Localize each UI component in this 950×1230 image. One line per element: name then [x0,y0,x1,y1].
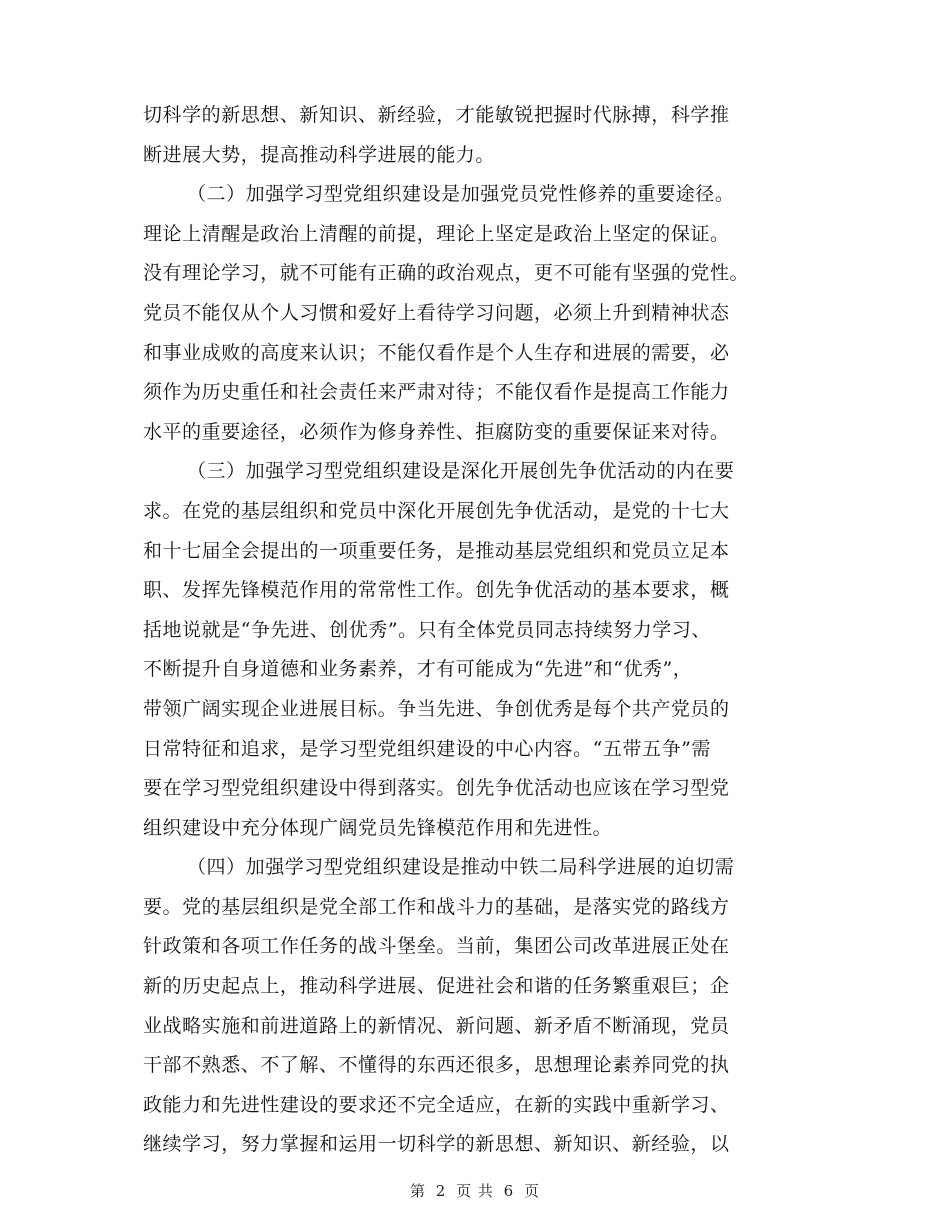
text-line: 水平的重要途径，必须作为修身养性、拒腐防变的重要保证来对待。 [143,420,730,443]
text-line: 切科学的新思想、新知识、新经验，才能敏锐把握时代脉搏，科学推 [143,104,730,126]
text-line: 断进展大势，提高推动科学进展的能力。 [143,143,495,166]
footer-prefix: 第 [409,1182,426,1200]
text-line: （四）加强学习型党组织建设是推动中铁二局科学进展的迫切需 [187,856,735,879]
text-line: 求。在党的基层组织和党员中深化开展创先争优活动，是党的十七大 [143,499,730,522]
text-line: 须作为历史重任和社会责任来严肃对待；不能仅看作是提高工作能力 [143,381,730,404]
text-line: （二）加强学习型党组织建设是加强党员党性修养的重要途径。 [187,183,735,206]
text-line: 括地说就是“争先进、创优秀”。只有全体党员同志持续努力学习、 [143,618,711,641]
text-line: 和十七届全会提出的一项重要任务，是推动基层党组织和党员立足本 [143,539,730,562]
text-line: （三）加强学习型党组织建设是深化开展创先争优活动的内在要 [187,460,735,483]
text-line: 新的历史起点上，推动科学进展、促进社会和谐的任务繁重艰巨；企 [143,975,730,998]
text-line: 要。党的基层组织是党全部工作和战斗力的基础，是落实党的路线方 [143,895,730,918]
footer-suffix: 页 [524,1182,541,1200]
text-line: 职、发挥先锋模范作用的常常性工作。创先争优活动的基本要求，概 [143,579,730,602]
text-line: 政能力和先进性建设的要求还不完全适应，在新的实践中重新学习、 [143,1093,730,1116]
page-footer [0,1182,950,1200]
paragraph-1 [143,96,803,175]
text-line: 针政策和各项工作任务的战斗堡垒。当前，集团公司改革进展正处在 [143,935,730,958]
footer-total-pages: 6 [503,1182,515,1200]
text-line: 继续学习，努力掌握和运用一切科学的新思想、新知识、新经验，以 [143,1133,730,1156]
footer-middle: 页 共 [456,1182,494,1200]
text-line: 没有理论学习，就不可能有正确的政治观点，更不可能有坚强的党性。 [143,262,750,285]
text-line: 业战略实施和前进道路上的新情况、新问题、新矛盾不断涌现，党员 [143,1014,730,1037]
paragraph-4 [143,848,803,1165]
text-line: 干部不熟悉、不了解、不懂得的东西还很多，思想理论素养同党的执 [143,1054,730,1077]
text-line: 带领广阔实现企业进展目标。争当先进、争创优秀是每个共产党员的 [143,697,730,720]
text-line: 日常特征和追求，是学习型党组织建设的中心内容。“五带五争”需 [143,737,711,760]
paragraph-3 [143,452,803,848]
text-line: 要在学习型党组织建设中得到落实。创先争优活动也应该在学习型党 [143,777,730,800]
text-line: 党员不能仅从个人习惯和爱好上看待学习问题，必须上升到精神状态 [143,301,730,324]
paragraph-2 [143,175,803,452]
text-line: 理论上清醒是政治上清醒的前提，理论上坚定是政治上坚定的保证。 [143,222,730,245]
text-line: 不断提升自身道德和业务素养，才有可能成为“先进”和“优秀”， [143,658,693,681]
text-line: 组织建设中充分体现广阔党员先锋模范作用和先进性。 [143,816,613,839]
text-line: 和事业成败的高度来认识；不能仅看作是个人生存和进展的需要，必 [143,341,730,364]
document-body [143,96,803,1165]
footer-page-number: 2 [435,1182,447,1200]
